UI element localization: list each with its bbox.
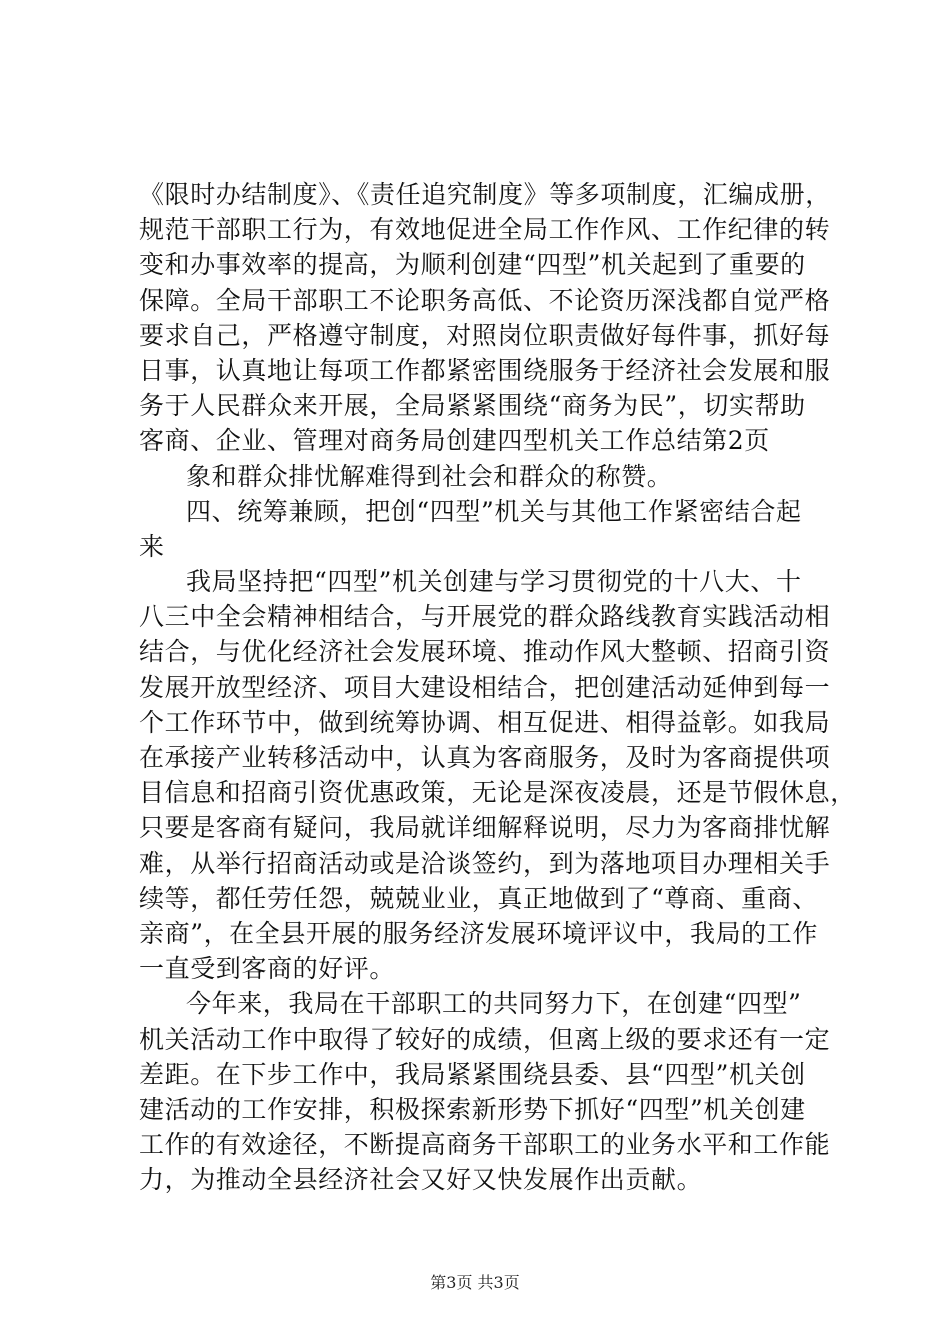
text-line: 八三中全会精神相结合，与开展党的群众路线教育实践活动相 — [139, 602, 831, 632]
text-line: 工作的有效途径，不断提高商务干部职工的业务水平和工作能 — [139, 1130, 831, 1160]
text-line: 难，从举行招商活动或是洽谈签约，到为落地项目办理相关手 — [139, 848, 831, 878]
text-line: 日事，认真地让每项工作都紧密围绕服务于经济社会发展和服 — [139, 355, 831, 385]
text-line: 发展开放型经济、项目大建设相结合，把创建活动延伸到每一 — [139, 672, 831, 702]
text-line: 建活动的工作安排，积极探索新形势下抓好“四型”机关创建 — [139, 1094, 806, 1124]
text-line: 要求自己，严格遵守制度，对照岗位职责做好每件事，抓好每 — [139, 320, 831, 350]
text-line: 《限时办结制度》、《责任追究制度》等多项制度，汇编成册， — [139, 180, 831, 209]
text-line: 只要是客商有疑问，我局就详细解释说明，尽力为客商排忧解 — [139, 813, 831, 843]
text-line: 一直受到客商的好评。 — [139, 954, 396, 984]
text-line: 差距。在下步工作中，我局紧紧围绕县委、县“四型”机关创 — [139, 1059, 806, 1089]
text-line: 规范干部职工行为，有效地促进全局工作作风、工作纪律的转 — [139, 215, 831, 245]
text-line: 客商、企业、管理对商务局创建四型机关工作总结第2页 — [139, 426, 770, 456]
document-body — [139, 177, 856, 1197]
text-line: 机关活动工作中取得了较好的成绩，但离上级的要求还有一定 — [139, 1024, 831, 1054]
text-line: 来 — [139, 531, 165, 561]
text-line: 变和办事效率的提高，为顺利创建“四型”机关起到了重要的 — [139, 250, 806, 280]
text-line: 亲商”，在全县开展的服务经济发展环境评议中，我局的工作 — [139, 918, 818, 948]
text-line: 保障。全局干部职工不论职务高低、不论资历深浅都自觉严格 — [139, 285, 831, 315]
page-footer: 第3页 共3页 — [430, 1273, 520, 1292]
text-line: 今年来，我局在干部职工的共同努力下，在创建“四型” — [186, 989, 802, 1019]
text-line: 个工作环节中，做到统筹协调、相互促进、相得益彰。如我局 — [139, 707, 831, 737]
text-line: 四、统筹兼顾，把创“四型”机关与其他工作紧密结合起 — [186, 496, 802, 526]
text-line: 结合，与优化经济社会发展环境、推动作风大整顿、招商引资 — [139, 637, 831, 667]
text-line: 在承接产业转移活动中，认真为客商服务，及时为客商提供项 — [139, 743, 831, 772]
text-line: 目信息和招商引资优惠政策，无论是深夜凌晨，还是节假休息， — [139, 778, 856, 808]
text-line: 续等，都任劳任怨，兢兢业业，真正地做到了“尊商、重商、 — [139, 883, 818, 913]
text-line: 力，为推动全县经济社会又好又快发展作出贡献。 — [139, 1165, 703, 1195]
text-line: 务于人民群众来开展，全局紧紧围绕“商务为民”，切实帮助 — [139, 391, 806, 421]
text-line: 象和群众排忧解难得到社会和群众的称赞。 — [186, 461, 673, 491]
text-line: 我局坚持把“四型”机关创建与学习贯彻党的十八大、十 — [186, 567, 802, 597]
